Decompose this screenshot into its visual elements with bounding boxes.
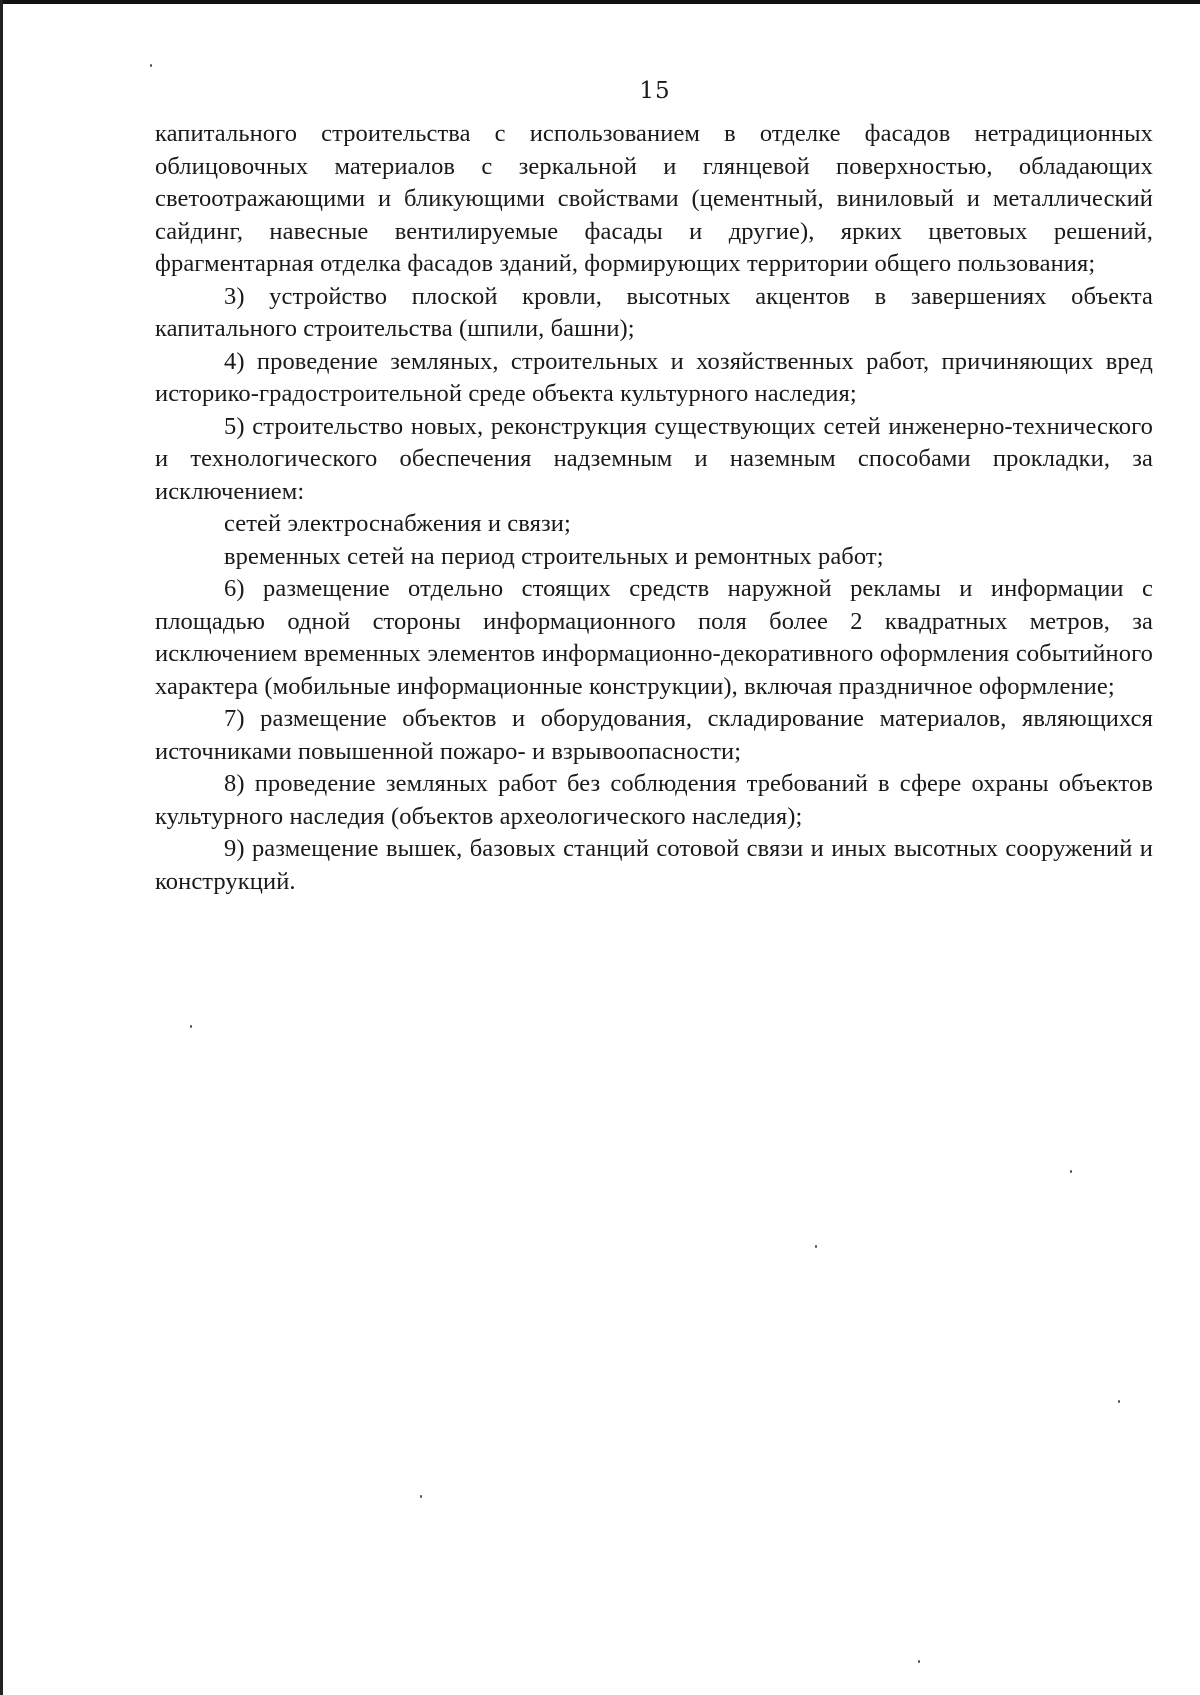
scan-top-edge [0,0,1200,4]
paragraph-item-6: 6) размещение отдельно стоящих средств наружной рекламы и информации с площадью одной стороны информационного поля более 2 квадратных метров, за исключением временных элементов информационно-декоративного оформления событийного характера (мобильные информационные конструкции), включая праздничное оформление; [155,575,1153,700]
page-number: 15 [639,78,671,104]
paragraph-continuation: капитального строительства с использованием в отделке фасадов нетрадиционных облицовочных материалов с зеркальной и глянцевой поверхностью, обладающих светоотражающими и бликующими свойствами (цементный, виниловый и металлический сайдинг, навесные вентилируемые фасады и другие), ярких цветовых решений, фрагментарная отделка фасадов зданий, формирующих территории общего пользования; [155,120,1153,277]
paragraph-subitem-power-networks: сетей электроснабжения и связи; [224,510,571,537]
scan-left-edge [0,0,3,1695]
paragraph-subitem-temporary-networks: временных сетей на период строительных и ремонтных работ; [224,542,884,570]
paragraph-item-3: 3) устройство плоской кровли, высотных акцентов в завершениях объекта капитального строительства (шпили, башни); [155,282,1153,342]
paragraph-item-9: 9) размещение вышек, базовых станций сотовой связи и иных высотных сооружений и конструкций. [155,835,1153,895]
paragraph-item-4: 4) проведение земляных, строительных и хозяйственных работ, причиняющих вред историко-градостроительной среде объекта культурного наследия; [155,347,1153,407]
paragraph-item-8: 8) проведение земляных работ без соблюдения требований в сфере охраны объектов культурного наследия (объектов археологического наследия); [155,770,1153,830]
paragraph-item-5: 5) строительство новых, реконструкция существующих сетей инженерно-технического и технологического обеспечения надземным и наземным способами прокладки, за исключением: [155,412,1153,505]
scan-speck [1070,1170,1072,1173]
document-body [155,118,1153,898]
paragraph-item-7: 7) размещение объектов и оборудования, складирование материалов, являющихся источниками повышенной пожаро- и взрывоопасности; [155,705,1153,765]
scan-speck [918,1660,920,1663]
scan-speck [1118,1400,1120,1403]
scan-speck [815,1245,817,1248]
scan-speck [420,1495,422,1498]
scan-speck [190,1025,192,1028]
scan-speck [150,64,152,67]
